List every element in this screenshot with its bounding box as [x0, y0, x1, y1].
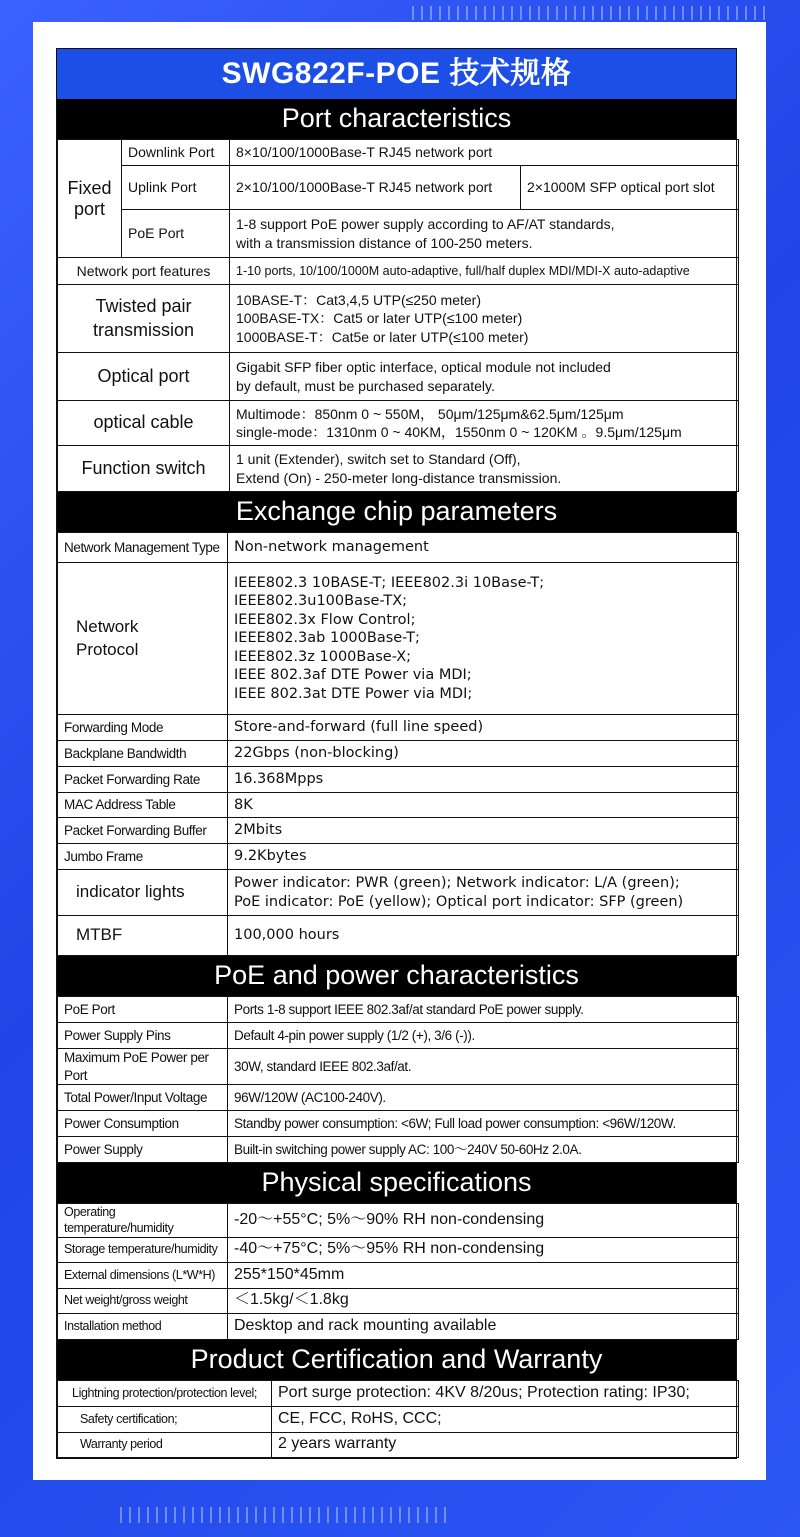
poe-row-label: Power Supply: [58, 1137, 228, 1163]
poe-port-value: 1-8 support PoE power supply according to AF/AT standards, with a transmission distance of 100-250 meters.: [230, 210, 739, 258]
physical-row-value: 255*150*45mm: [228, 1262, 739, 1288]
cert-row-value: CE, FCC, RoHS, CCC;: [272, 1406, 739, 1432]
uplink-value-sfp: 2×1000M SFP optical port slot: [521, 166, 739, 210]
physical-table: [57, 1203, 739, 1340]
poe-row-label: Total Power/Input Voltage: [58, 1085, 228, 1111]
protocol-item: IEEE802.3x Flow Control;: [234, 611, 416, 628]
chip-row-value: 16.368Mpps: [228, 767, 739, 793]
poe-row-value: Standby power consumption: <6W; Full load power consumption: <96W/120W.: [228, 1111, 739, 1137]
poe-row-label: Power Consumption: [58, 1111, 228, 1137]
section-chip-header: Exchange chip parameters: [57, 492, 736, 532]
cert-row-label: Lightning protection/protection level;: [58, 1380, 272, 1406]
chip-row-label: Forwarding Mode: [58, 715, 228, 741]
page-title: SWG822F-POE 技术规格: [57, 49, 736, 99]
chip-row-value: 9.2Kbytes: [228, 844, 739, 870]
section-poe-header: PoE and power characteristics: [57, 956, 736, 996]
uplink-label: Uplink Port: [122, 166, 230, 210]
mtbf-label: MTBF: [58, 916, 228, 956]
downlink-value: 8×10/100/1000Base-T RJ45 network port: [230, 140, 739, 166]
poe-port-label: PoE Port: [122, 210, 230, 258]
downlink-label: Downlink Port: [122, 140, 230, 166]
mtbf-value: 100,000 hours: [228, 916, 739, 956]
chip-row-value: 2Mbits: [228, 818, 739, 844]
chip-row-label: Jumbo Frame: [58, 844, 228, 870]
optical-port-label: Optical port: [58, 353, 230, 401]
physical-row-label: Operating temperature/humidity: [58, 1204, 228, 1238]
section-cert-header: Product Certification and Warranty: [57, 1340, 736, 1380]
protocol-item: IEEE 802.3at DTE Power via MDI;: [234, 685, 473, 702]
protocol-item: IEEE802.3u100Base-TX;: [234, 593, 408, 610]
poe-row-value: Ports 1-8 support IEEE 802.3af/at standard PoE power supply.: [228, 997, 739, 1023]
physical-row-value: -40～+75°C; 5%～95% RH non-condensing: [228, 1237, 739, 1262]
mgmt-type-value: Non-network management: [228, 533, 739, 563]
cert-row-label: Warranty period: [58, 1432, 272, 1457]
poe-row-value: Built-in switching power supply AC: 100～240V 50-60Hz 2.0A.: [228, 1137, 739, 1163]
cert-row-label: Safety certification;: [58, 1406, 272, 1432]
physical-row-label: Net weight/gross weight: [58, 1288, 228, 1313]
physical-row-value: -20～+55°C; 5%～90% RH non-condensing: [228, 1204, 739, 1238]
mgmt-type-label: Network Management Type: [58, 533, 228, 563]
chip-table: [57, 532, 739, 956]
protocol-list: [228, 563, 739, 715]
fixed-port-label: Fixed port: [58, 140, 122, 258]
chip-row-value: Store-and-forward (full line speed): [228, 715, 739, 741]
section-port-header: Port characteristics: [57, 99, 736, 139]
protocol-item: IEEE802.3ab 1000Base-T;: [234, 630, 420, 647]
chip-row-label: Packet Forwarding Buffer: [58, 818, 228, 844]
poe-row-value: 96W/120W (AC100-240V).: [228, 1085, 739, 1111]
cert-table: [57, 1380, 739, 1458]
function-switch-label: Function switch: [58, 446, 230, 492]
cert-row-value: Port surge protection: 4KV 8/20us; Protection rating: IP30;: [272, 1380, 739, 1406]
spec-sheet: [56, 48, 737, 1459]
features-value: 1-10 ports, 10/100/1000M auto-adaptive, full/half duplex MDI/MDI-X auto-adaptive: [230, 258, 739, 285]
chip-row-value: 8K: [228, 793, 739, 818]
chip-row-label: MAC Address Table: [58, 793, 228, 818]
chip-row-label: Packet Forwarding Rate: [58, 767, 228, 793]
chip-row-value: 22Gbps (non-blocking): [228, 741, 739, 767]
port-table: [57, 139, 739, 492]
poe-row-label: PoE Port: [58, 997, 228, 1023]
optical-cable-label: optical cable: [58, 401, 230, 446]
indicator-value: Power indicator: PWR (green); Network indicator: L/A (green); PoE indicator: PoE (yellow); Optical port indicator: SFP (green): [228, 870, 739, 916]
physical-row-label: Storage temperature/humidity: [58, 1237, 228, 1262]
chip-row-label: Backplane Bandwidth: [58, 741, 228, 767]
decorative-stripes-bottom: [120, 1507, 450, 1523]
poe-row-value: 30W, standard IEEE 802.3af/at.: [228, 1049, 739, 1085]
physical-row-label: Installation method: [58, 1313, 228, 1339]
twisted-pair-value: 10BASE-T：Cat3,4,5 UTP(≤250 meter) 100BASE-TX：Cat5 or later UTP(≤100 meter) 1000BASE-T：Cat5e or later UTP(≤100 meter): [230, 285, 739, 353]
function-switch-value: 1 unit (Extender), switch set to Standard (Off), Extend (On) - 250-meter long-distance transmission.: [230, 446, 739, 492]
poe-table: [57, 996, 739, 1163]
protocol-item: IEEE802.3z 1000Base-X;: [234, 648, 412, 665]
uplink-value-rj45: 2×10/100/1000Base-T RJ45 network port: [230, 166, 521, 210]
features-label: Network port features: [58, 258, 230, 285]
indicator-label: indicator lights: [58, 870, 228, 916]
protocol-item: IEEE 802.3af DTE Power via MDI;: [234, 667, 472, 684]
twisted-pair-label: Twisted pair transmission: [58, 285, 230, 353]
protocol-label: Network Protocol: [58, 563, 228, 715]
poe-row-value: Default 4-pin power supply (1/2 (+), 3/6 (-)).: [228, 1023, 739, 1049]
cert-row-value: 2 years warranty: [272, 1432, 739, 1457]
physical-row-label: External dimensions (L*W*H): [58, 1262, 228, 1288]
poe-row-label: Power Supply Pins: [58, 1023, 228, 1049]
section-physical-header: Physical specifications: [57, 1163, 736, 1203]
physical-row-value: ＜1.5kg/＜1.8kg: [228, 1288, 739, 1313]
poe-row-label: Maximum PoE Power per Port: [58, 1049, 228, 1085]
protocol-item: IEEE802.3 10BASE-T; IEEE802.3i 10Base-T;: [234, 574, 545, 591]
optical-cable-value: Multimode：850nm 0 ~ 550M， 50μm/125μm&62.5μm/125μm single-mode：1310nm 0 ~ 40KM，1550nm 0 ~ 120KM 。9.5μm/125μm: [230, 401, 739, 446]
physical-row-value: Desktop and rack mounting available: [228, 1313, 739, 1339]
optical-port-value: Gigabit SFP fiber optic interface, optical module not included by default, must be purchased separately.: [230, 353, 739, 401]
decorative-stripes-top: [412, 6, 772, 20]
